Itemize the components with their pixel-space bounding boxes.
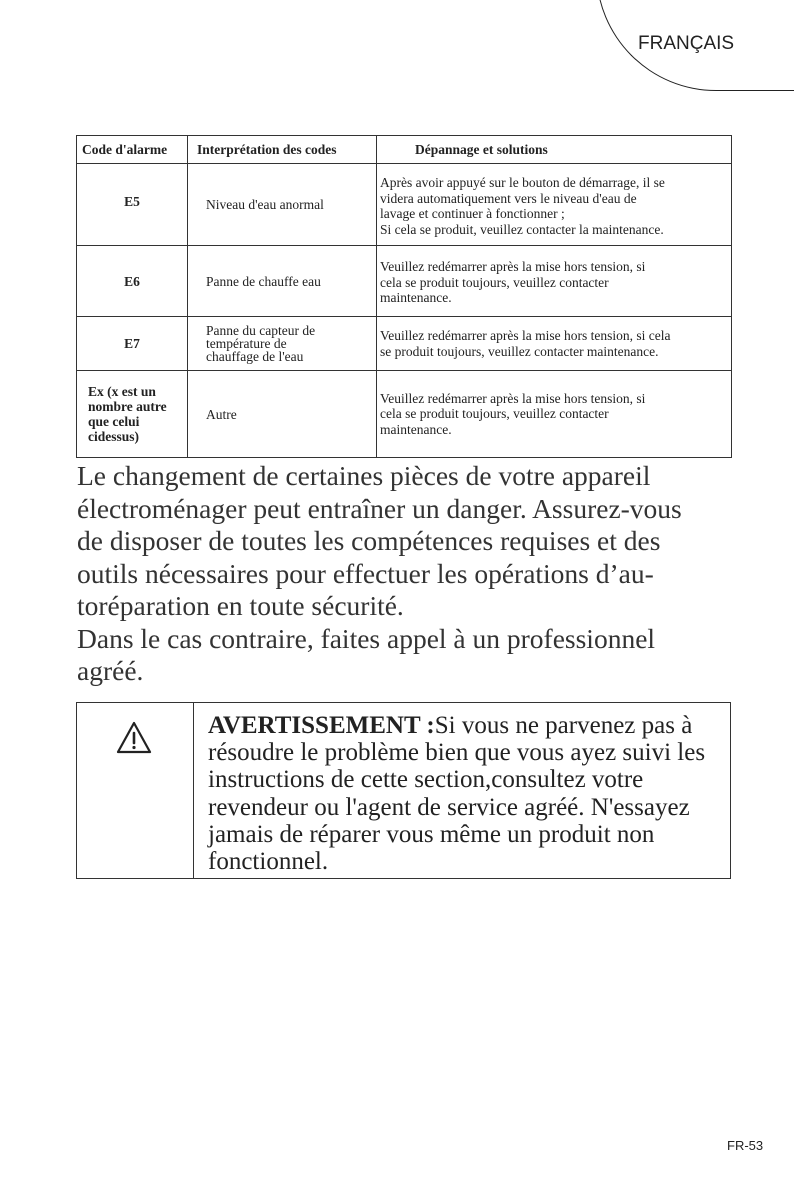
code-interpretation: Niveau d'eau anormal <box>188 164 377 246</box>
warning-title: AVERTISSEMENT : <box>208 712 435 739</box>
table-row <box>77 164 732 246</box>
header-troubleshooting: Dépannage et solutions <box>377 136 732 164</box>
code-interpretation: Panne du capteur de température de chauffage de l'eau <box>188 317 377 371</box>
alarm-codes-table <box>76 135 732 458</box>
warning-text: AVERTISSEMENT :Si vous ne parvenez pas à résoudre le problème bien que vous ayez suivi les instructions de cette section,consultez votre revendeur ou l'agent de service agréé. N'essayez jamais de réparer vous même un produit non fonctionnel. <box>208 712 706 876</box>
alarm-code: E5 <box>77 164 188 246</box>
solution-text: Après avoir appuyé sur le bouton de démarrage, il se videra automatiquement vers le niveau d'eau de lavage et continuer à fonctionner ; Si cela se produit, veuillez contacter la maintenance. <box>377 164 732 246</box>
alarm-code: E6 <box>77 246 188 317</box>
safety-paragraph: Le changement de certaines pièces de votre appareil électroménager peut entraîner un danger. Assurez-vous de disposer de toutes les compétences requises et des outils nécessaires pour effectuer les opérations d’au- toréparation en toute sécurité. Dans le cas contraire, faites appel à un professionnel agréé. <box>77 460 682 686</box>
warning-triangle-icon <box>116 721 152 754</box>
header-interpretation: Interprétation des codes <box>188 136 377 164</box>
warning-box <box>76 702 731 879</box>
table-header-row <box>77 136 732 164</box>
alarm-code: Ex (x est un nombre autre que celui cidessus) <box>77 371 188 458</box>
warning-icon-cell <box>77 703 194 878</box>
table-row <box>77 371 732 458</box>
table-row <box>77 317 732 371</box>
language-label: FRANÇAIS <box>638 33 735 54</box>
table-row <box>77 246 732 317</box>
header-alarm-code: Code d'alarme <box>77 136 188 164</box>
page-number: FR-53 <box>727 1138 764 1153</box>
solution-text: Veuillez redémarrer après la mise hors tension, si cela se produit toujours, veuillez contacter maintenance. <box>377 246 732 317</box>
code-interpretation: Autre <box>188 371 377 458</box>
solution-text: Veuillez redémarrer après la mise hors tension, si cela se produit toujours, veuillez contacter maintenance. <box>377 371 732 458</box>
code-interpretation: Panne de chauffe eau <box>188 246 377 317</box>
alarm-code: E7 <box>77 317 188 371</box>
solution-text: Veuillez redémarrer après la mise hors tension, si cela se produit toujours, veuillez contacter maintenance. <box>377 317 732 371</box>
